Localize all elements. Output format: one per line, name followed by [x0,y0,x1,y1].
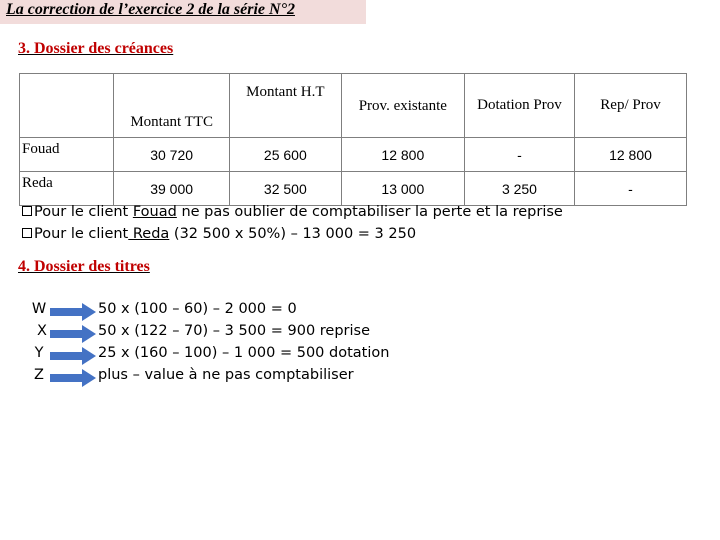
list-item [30,301,450,323]
cell-client: Fouad [20,138,114,172]
header-cell-client [20,74,114,138]
security-letter: Z [34,367,44,383]
note-text: ne pas oublier de comptabiliser la perte et la reprise [176,204,563,220]
security-formula: 50 x (122 – 70) – 3 500 = 900 reprise [98,323,371,339]
header-cell-dotation-prov: Dotation Prov [464,74,574,138]
right-arrow-icon [50,303,96,321]
table-header-row [20,74,687,138]
header-cell-montant-ttc: Montant TTC [114,74,230,138]
security-formula: 25 x (160 – 100) – 1 000 = 500 dotation [98,345,390,361]
note-line [22,223,563,245]
list-item [30,323,450,345]
cell-prov-existante: 13 000 [341,172,464,206]
note-text: Pour le client [34,204,133,220]
header-cell-montant-ht: Montant H.T [229,74,341,138]
note-client-name: Reda [128,226,170,242]
note-text: (32 500 x 50%) – 13 000 = 3 250 [169,226,417,242]
section-heading-receivables: 3. Dossier des créances [18,40,174,57]
receivables-table [19,73,687,206]
security-formula: plus – value à ne pas comptabiliser [98,367,354,383]
cell-montant-ttc: 39 000 [114,172,230,206]
security-letter: X [37,323,47,339]
cell-client: Reda [20,172,114,206]
note-line [22,201,563,223]
section-heading-securities: 4. Dossier des titres [18,258,150,275]
right-arrow-icon [50,369,96,387]
cell-montant-ht: 32 500 [229,172,341,206]
list-item [30,367,450,389]
security-formula: 50 x (100 – 60) – 2 000 = 0 [98,301,297,317]
page-title: La correction de l’exercice 2 de la série N°2 [6,1,295,18]
cell-prov-existante: 12 800 [341,138,464,172]
security-letter: Y [34,345,44,361]
cell-dotation-prov: 3 250 [464,172,574,206]
receivables-notes [22,201,563,245]
cell-rep-prov: 12 800 [575,138,687,172]
table-row [20,138,687,172]
right-arrow-icon [50,325,96,343]
right-arrow-icon [50,347,96,365]
checkbox-bullet-icon [22,206,32,216]
list-item [30,345,450,367]
security-letter: W [31,301,47,317]
cell-rep-prov: - [575,172,687,206]
note-text: Pour le client [34,226,129,242]
checkbox-bullet-icon [22,228,32,238]
header-cell-rep-prov: Rep/ Prov [575,74,687,138]
cell-dotation-prov: - [464,138,574,172]
cell-montant-ht: 25 600 [229,138,341,172]
cell-montant-ttc: 30 720 [114,138,230,172]
note-client-name: Fouad [132,204,177,220]
header-cell-prov-existante: Prov. existante [341,74,464,138]
